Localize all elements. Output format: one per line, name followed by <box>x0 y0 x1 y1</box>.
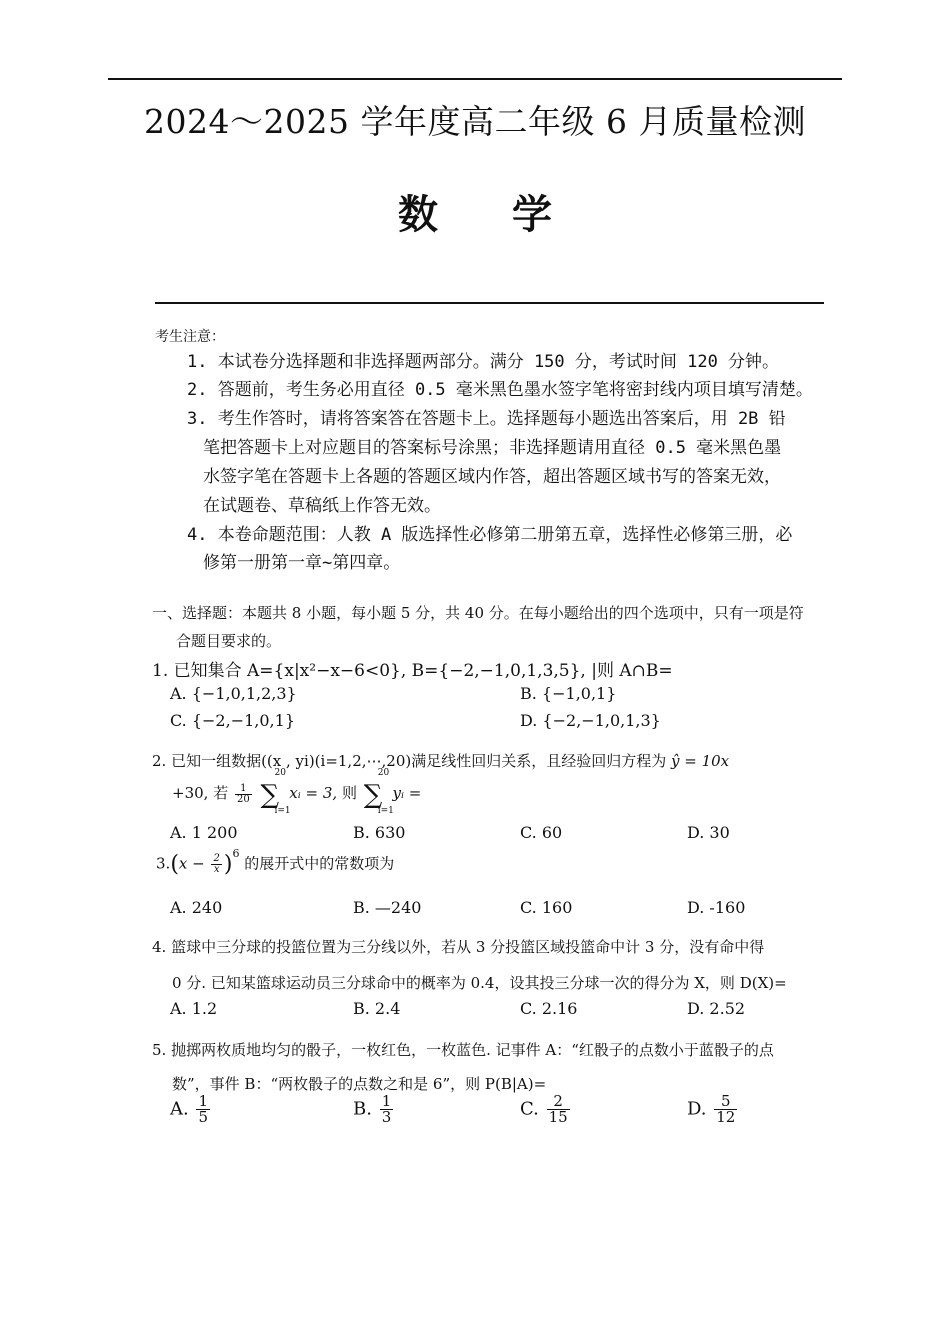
q1-option-b: B. {−1,0,1} <box>520 684 617 703</box>
q5-a-fraction <box>196 1094 210 1125</box>
question-4-stem: 4. 篮球中三分球的投篮位置为三分线以外，若从 3 分投篮区域投篮命中计 3 分，没有命中得 <box>152 938 765 956</box>
q3-option-d: D. -160 <box>687 898 746 917</box>
question-2-cont <box>172 768 422 816</box>
q5-a-den: 5 <box>198 1108 209 1126</box>
q5-b-num: 1 <box>381 1092 392 1110</box>
notice-item: 1. 本试卷分选择题和非选择题两部分。满分 150 分，考试时间 120 分钟。 <box>187 352 780 372</box>
q5-c-num: 2 <box>547 1094 570 1110</box>
q2-fraction <box>235 784 252 805</box>
q2-yi-eq: yᵢ = <box>392 784 422 802</box>
q1-option-c: C. {−2,−1,0,1} <box>170 711 295 730</box>
q2-sum-lower: i=1 <box>274 806 291 816</box>
question-5-cont: 数”，事件 B：“两枚骰子的点数之和是 6”，则 P(B|A)= <box>172 1075 547 1093</box>
q5-d-fraction <box>714 1094 737 1125</box>
q2-option-b: B. 630 <box>353 823 406 842</box>
notice-item: 笔把答题卡上对应题目的答案标号涂黑；非选择题请用直径 0.5 毫米黑色墨 <box>203 438 782 458</box>
q4-option-b: B. 2.4 <box>353 999 401 1018</box>
q5-b-label: B. <box>353 1098 372 1120</box>
q4-option-d: D. 2.52 <box>687 999 746 1018</box>
header-rule <box>155 302 824 304</box>
question-2-stem <box>152 750 729 771</box>
q3-stem-text: 的展开式中的常数项为 <box>244 854 395 873</box>
notice-item: 4. 本卷命题范围：人教 A 版选择性必修第二册第五章，选择性必修第三册，必 <box>187 525 793 545</box>
q2-sum-upper: 20 <box>377 768 390 778</box>
q5-b-fraction <box>380 1094 394 1125</box>
q2-frac-den: 20 <box>236 793 250 805</box>
q3-number: 3. <box>156 854 171 873</box>
q2-xi-eq: xᵢ = 3, <box>289 784 338 802</box>
top-rule <box>108 78 842 80</box>
q5-option-a <box>170 1094 212 1125</box>
q3-base: x − <box>178 854 210 873</box>
q5-option-d <box>687 1094 739 1125</box>
q5-c-label: C. <box>520 1098 539 1120</box>
question-3-stem: 3.(x − $\frac{2}{x}$ )$^6$ 的展开式中的常数项为 <box>156 846 395 877</box>
q5-c-den: 15 <box>548 1108 568 1126</box>
q3-option-b: B. —240 <box>353 898 422 917</box>
notice-item: 在试题卷、草稿纸上作答无效。 <box>203 496 441 516</box>
section-heading-cont: 合题目要求的。 <box>176 632 282 650</box>
q3-exponent: 6 <box>232 846 240 860</box>
sigma-icon: ∑ <box>260 780 280 810</box>
q5-a-num: 1 <box>198 1092 209 1110</box>
q5-a-label: A. <box>170 1098 189 1120</box>
q2-regression-eq: ŷ = 10x <box>671 752 730 770</box>
subject-title: 数 学 <box>398 192 552 238</box>
q1-option-a: A. {−1,0,1,2,3} <box>170 684 297 703</box>
q2-sum-x <box>260 768 291 816</box>
q3-option-a: A. 240 <box>170 898 223 917</box>
q5-d-num: 5 <box>714 1094 737 1110</box>
q4-option-c: C. 2.16 <box>520 999 578 1018</box>
notice-item: 3. 考生作答时，请将答案答在答题卡上。选择题每小题选出答案后，用 2B 铅 <box>187 409 786 429</box>
question-4-cont: 0 分. 已知某篮球运动员三分球命中的概率为 0.4，设其投三分球一次的得分为 X，则 D(X)= <box>172 974 787 992</box>
q3-frac-num: 2 <box>213 853 220 864</box>
sigma-icon: ∑ <box>363 780 383 810</box>
q2-sum-y <box>363 768 394 816</box>
q2-sum-lower: i=1 <box>377 806 394 816</box>
q1-option-d: D. {−2,−1,0,1,3} <box>520 711 661 730</box>
q3-option-c: C. 160 <box>520 898 573 917</box>
notice-item: 水签字笔在答题卡上各题的答题区域内作答，超出答题区域书写的答案无效， <box>203 467 781 487</box>
notice-item: 2. 答题前，考生务必用直径 0.5 毫米黑色墨水签字笔将密封线内项目填写清楚。 <box>187 380 813 400</box>
notice-item: 修第一册第一章~第四章。 <box>203 553 401 573</box>
exam-title: 2024～2025 学年度高二年级 6 月质量检测 <box>144 102 806 141</box>
q5-c-fraction <box>547 1094 570 1125</box>
q2-frac-num: 1 <box>235 784 252 795</box>
q2-sum-upper: 20 <box>274 768 286 778</box>
q5-d-den: 12 <box>716 1108 736 1126</box>
q2-stem-text: 2. 已知一组数据((x , yi)(i=1,2,⋯,20)满足线性回归关系，且经验回归方程为 <box>152 752 667 770</box>
q5-d-label: D. <box>687 1098 707 1120</box>
q2-option-a: A. 1 200 <box>170 823 238 842</box>
question-5-stem: 5. 抛掷两枚质地均匀的骰子，一枚红色，一枚蓝色. 记事件 A：“红骰子的点数小于蓝骰子的点 <box>152 1041 774 1059</box>
q2-cont-text: +30, 若 <box>172 784 229 802</box>
question-1-stem: 1. 已知集合 A={x|x²−x−6<0}, B={−2,−1,0,1,3,5}, |则 A∩B= <box>152 661 673 681</box>
q2-option-d: D. 30 <box>687 823 730 842</box>
q4-option-a: A. 1.2 <box>170 999 218 1018</box>
q2-then: 则 <box>341 784 357 802</box>
q5-option-c <box>520 1094 572 1125</box>
q2-option-c: C. 60 <box>520 823 563 842</box>
q3-frac-den: x <box>213 864 220 875</box>
q5-option-b <box>353 1094 395 1125</box>
notice-heading: 考生注意： <box>155 329 225 345</box>
q3-fraction <box>211 854 221 875</box>
section-heading: 一、选择题：本题共 8 小题，每小题 5 分，共 40 分。在每小题给出的四个选项中，只有一项是符 <box>152 604 804 622</box>
q5-b-den: 3 <box>381 1108 392 1126</box>
